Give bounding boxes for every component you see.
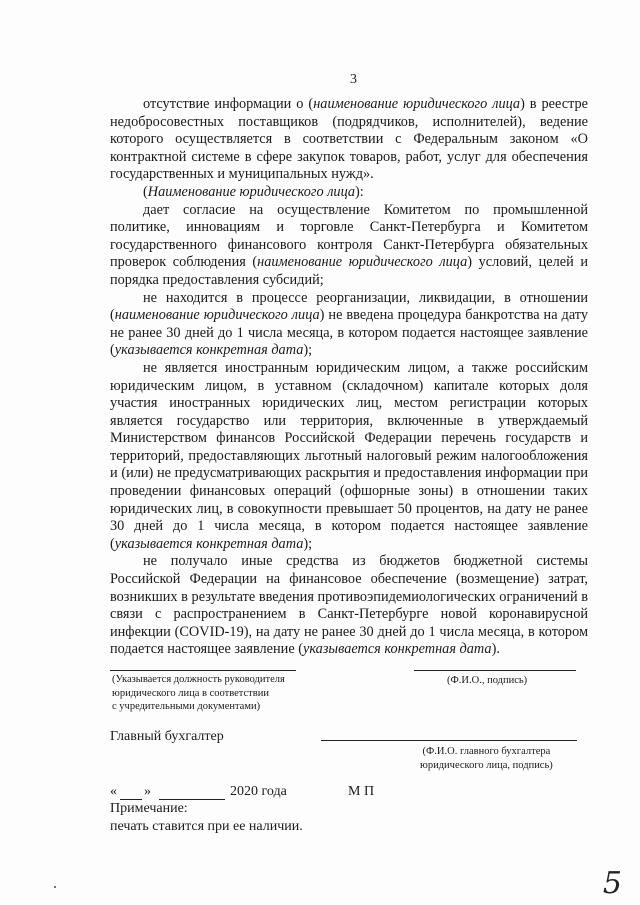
paragraph-foreign-entity: не является иностранным юридическим лицом, а также российским юридическим лицом, в уставном (складочном) капитале которых доля участия иностранных юридических лиц, местом регистрации которых является государство или территория, включенные в утверждаемый Министерством финансов Российской Федерации перечень государств и территорий, предоставляющих льготный налоговый режим налогообложения и (или) не предусматривающих раскрытия и предоставления информации при проведении финансовых операций (офшорные зоны) в отношении таких юридических лиц, в совокупности превышает 50 процентов, на дату не ранее 30 дней до 1 числа месяца, в котором подается настоящее заявление (указывается конкретная дата); bbox=[110, 359, 588, 552]
chief-accountant-label: Главный бухгалтер bbox=[110, 729, 224, 744]
note-title: Примечание: bbox=[110, 801, 188, 816]
italic-placeholder: указывается конкретная дата bbox=[114, 535, 304, 552]
italic-placeholder: наименование юридического лица bbox=[114, 307, 320, 324]
handwritten-page-mark: 5 bbox=[602, 866, 622, 901]
italic-placeholder: указывается конкретная дата bbox=[114, 342, 304, 359]
date-day-line bbox=[120, 799, 142, 800]
position-note: (Указывается должность руководителя юридического лица в соответствии с учредительными документами) bbox=[112, 674, 285, 712]
page-number: 3 bbox=[350, 72, 357, 87]
date-month-line bbox=[159, 799, 225, 800]
paragraph-other-funds: не получало иные средства из бюджетов бюджетной системы Российской Федерации на финансовое обеспечение (возмещение) затрат, возникших в результате введения противоэпидемиологических ограничений в связи с распространением в Санкт-Петербурге новой коронавирусной инфекции (COVID-19), на дату не ранее 30 дней до 1 числа месяца, в котором подается настоящее заявление (указывается конкретная дата). bbox=[110, 553, 588, 658]
paragraph-entity-heading: (Наименование юридического лица): bbox=[143, 183, 364, 200]
fio-note: (Ф.И.О., подпись) bbox=[447, 675, 528, 686]
italic-placeholder: указывается конкретная дата bbox=[303, 641, 492, 658]
paragraph-consent: дает согласие на осуществление Комитетом по промышленной политике, инновациям и торговле Санкт-Петербурга и Комитетом государственного финансового контроля Санкт-Петербурга обязательных проверок соблюдения (наименование юридического лица) условий, целей и порядка предоставления субсидий; bbox=[110, 201, 588, 288]
note-text: печать ставится при ее наличии. bbox=[110, 819, 303, 834]
chief-signature-line bbox=[321, 740, 577, 741]
chief-fio-note: (Ф.И.О. главного бухгалтера юридического лица, подпись) bbox=[420, 746, 553, 771]
date-close-quote: » bbox=[144, 784, 151, 799]
paragraph-registry: отсутствие информации о (наименование юридического лица) в реестре недобросовестных поставщиков (подрядчиков, исполнителей), ведение которого осуществляется в соответствии с Федеральным законом «О контрактной системе в сфере закупок товаров, работ, услуг для обеспечения государственных и муниципальных нужд». bbox=[110, 96, 588, 183]
stamp-label: М П bbox=[348, 784, 375, 799]
scan-speck bbox=[54, 886, 56, 888]
paragraph-reorganization: не находится в процессе реорганизации, ликвидации, в отношении (наименование юридического лица) не введена процедура банкротства на дату не ранее 30 дней до 1 числа месяца, в котором подается настоящее заявление (указывается конкретная дата); bbox=[110, 289, 588, 359]
date-open-quote: « bbox=[110, 784, 117, 799]
italic-placeholder: Наименование юридического лица bbox=[147, 183, 356, 200]
statement-body bbox=[110, 96, 588, 659]
italic-placeholder: наименование юридического лица bbox=[313, 96, 521, 112]
italic-placeholder: наименование юридического лица bbox=[257, 254, 468, 271]
position-line bbox=[110, 670, 296, 671]
fio-signature-line bbox=[414, 670, 576, 671]
date-year: 2020 года bbox=[230, 784, 287, 799]
